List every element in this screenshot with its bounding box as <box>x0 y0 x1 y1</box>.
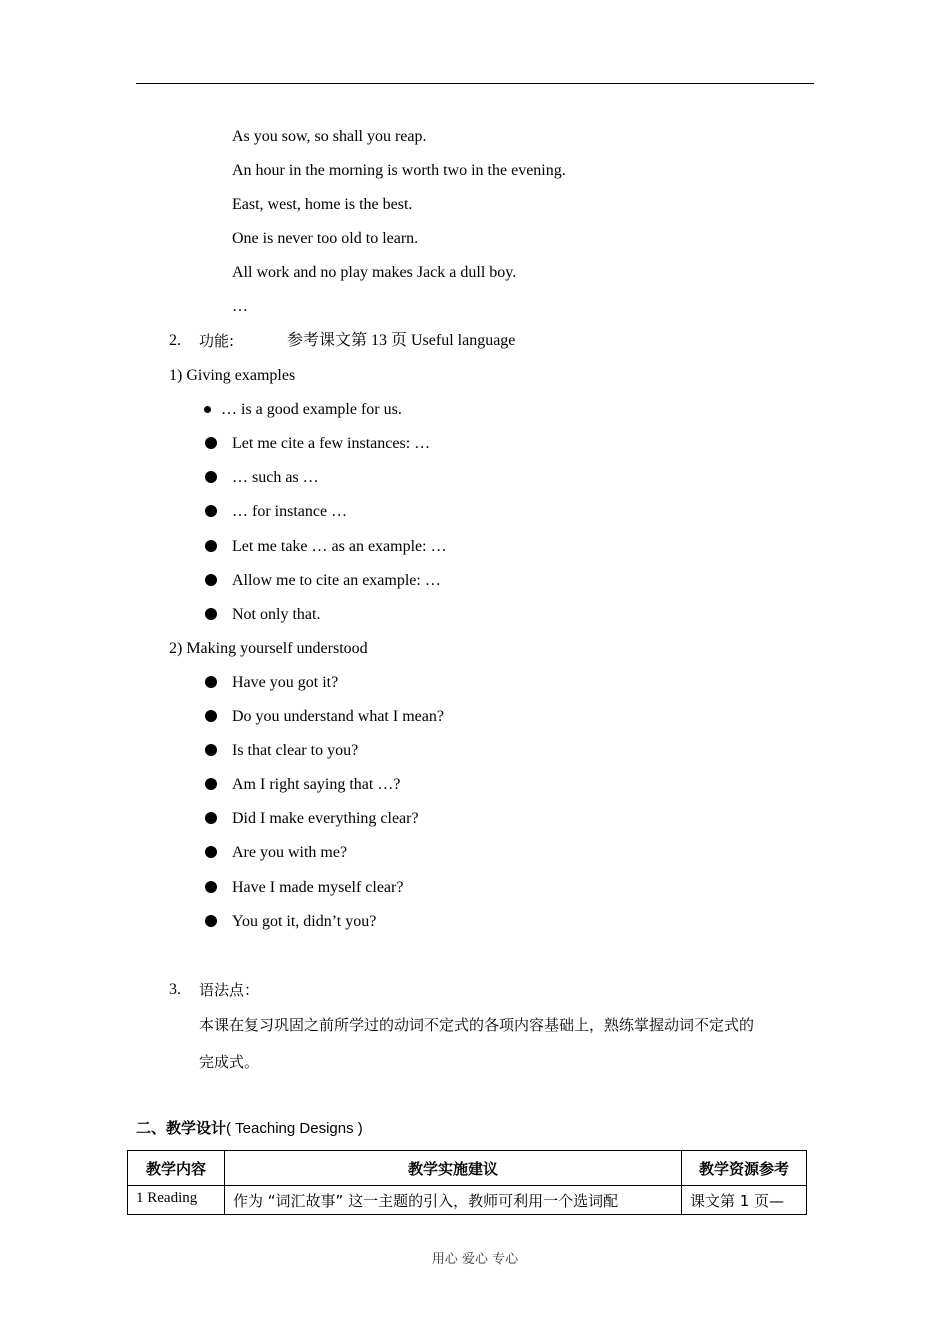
table-header-row <box>128 1151 807 1186</box>
list-item: … for instance … <box>232 503 348 520</box>
table-cell: 作为 “词汇故事” 这一主题的引入，教师可利用一个选词配 <box>225 1186 682 1215</box>
list-item: Let me take … as an example: … <box>232 538 447 555</box>
bullet-icon <box>205 710 217 722</box>
section-label: 功能: <box>199 332 235 350</box>
table-header-cell: 教学资源参考 <box>682 1151 807 1186</box>
list-item: Did I make everything clear? <box>232 810 419 827</box>
proverb-ellipsis: … <box>232 298 248 315</box>
bullet-icon <box>205 471 217 483</box>
subsection-heading: 1) Giving examples <box>169 367 296 384</box>
bullet-icon <box>205 846 217 858</box>
section-label: 语法点： <box>199 981 260 999</box>
list-item: Not only that. <box>232 606 321 623</box>
page-footer: 用心 爱心 专心 <box>431 1252 519 1267</box>
bullet-icon <box>205 574 217 586</box>
proverb-line: All work and no play makes Jack a dull boy. <box>232 264 517 281</box>
table-cell: 课文第 1 页— <box>682 1186 807 1215</box>
list-item: Let me cite a few instances: … <box>232 435 431 452</box>
section-number: 3. <box>169 981 181 998</box>
table-header-cell: 教学内容 <box>128 1151 225 1186</box>
bullet-icon <box>205 608 217 620</box>
bullet-icon <box>205 778 217 790</box>
list-item: … such as … <box>232 469 319 486</box>
list-item: Is that clear to you? <box>232 742 359 759</box>
bullet-icon <box>205 437 217 449</box>
section-title <box>136 1118 363 1139</box>
bullet-icon <box>205 812 217 824</box>
list-item: Allow me to cite an example: … <box>232 572 441 589</box>
grammar-paragraph-line: 本课在复习巩固之前所学过的动词不定式的各项内容基础上，熟练掌握动词不定式的 <box>199 1016 755 1034</box>
bullet-icon <box>205 505 217 517</box>
table-cell: 1 Reading <box>128 1186 225 1215</box>
section-title-cn: 二、教学设计 <box>136 1119 227 1137</box>
list-item: Am I right saying that …? <box>232 776 401 793</box>
bullet-icon <box>205 744 217 756</box>
bullet-icon <box>205 676 217 688</box>
list-item: Do you understand what I mean? <box>232 708 444 725</box>
proverb-line: East, west, home is the best. <box>232 196 413 213</box>
list-item: … is a good example for us. <box>221 401 402 418</box>
proverb-line: As you sow, so shall you reap. <box>232 128 427 145</box>
section-reference: 参考课文第 13 页 Useful language <box>287 332 516 349</box>
bullet-icon <box>204 406 211 413</box>
list-item: Are you with me? <box>232 844 348 861</box>
header-rule <box>136 83 814 84</box>
list-item: You got it, didn’t you? <box>232 913 377 930</box>
proverb-line: An hour in the morning is worth two in the evening. <box>232 162 566 179</box>
grammar-paragraph-line: 完成式。 <box>199 1053 260 1071</box>
table-row <box>128 1186 807 1215</box>
bullet-icon <box>205 881 217 893</box>
table-header-cell: 教学实施建议 <box>225 1151 682 1186</box>
bullet-icon <box>205 540 217 552</box>
list-item: Have you got it? <box>232 674 339 691</box>
section-title-en: ( Teaching Designs ) <box>226 1120 363 1137</box>
proverb-line: One is never too old to learn. <box>232 230 419 247</box>
subsection-heading: 2) Making yourself understood <box>169 640 368 657</box>
bullet-icon <box>205 915 217 927</box>
teaching-design-table <box>127 1150 807 1215</box>
list-item: Have I made myself clear? <box>232 879 404 896</box>
section-number: 2. <box>169 332 181 349</box>
